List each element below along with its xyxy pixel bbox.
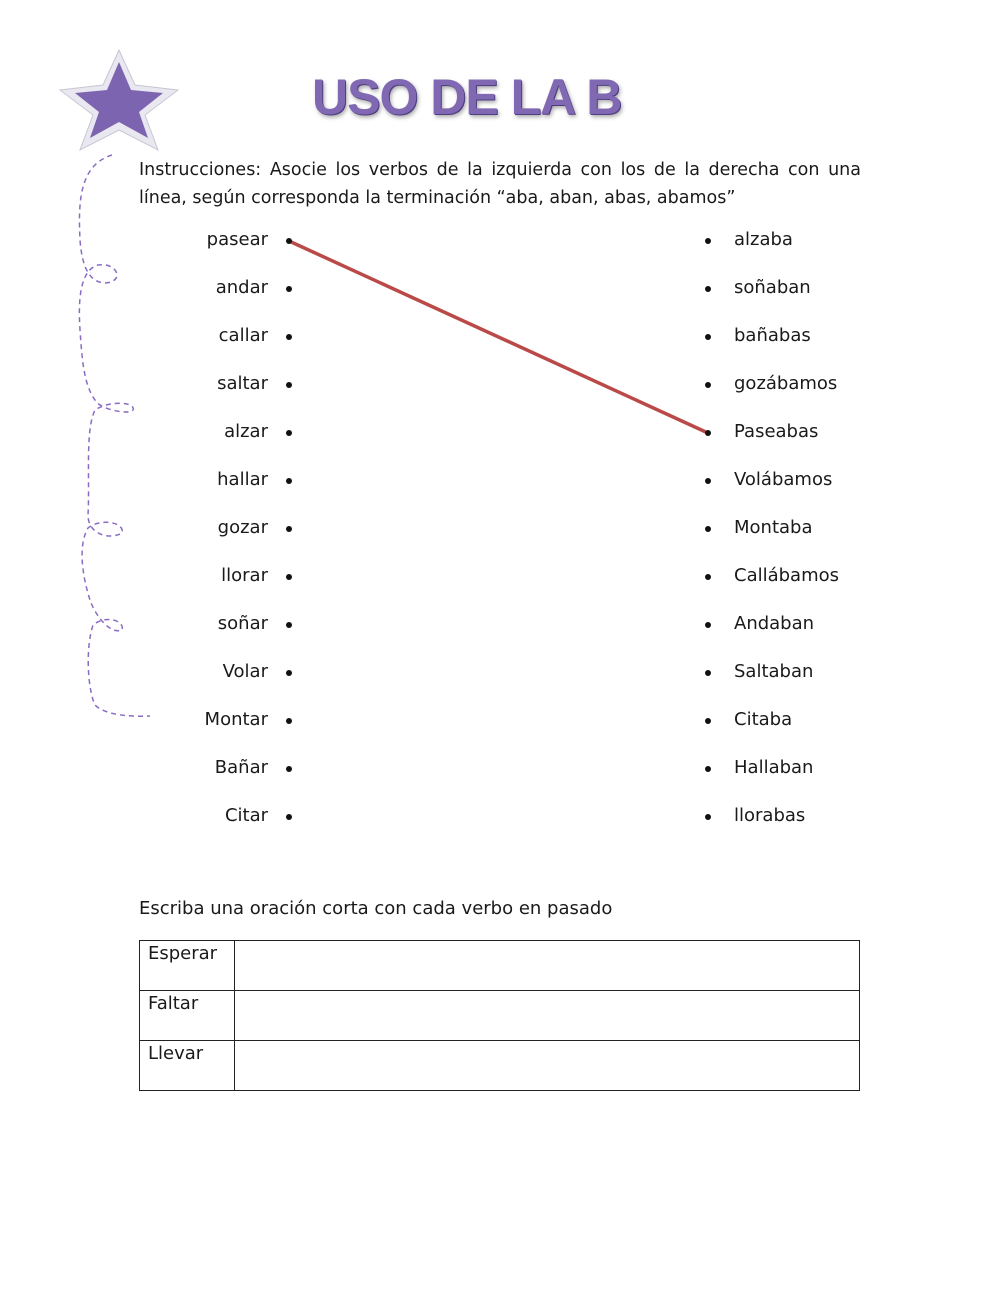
right-verb: Paseabas	[734, 421, 819, 442]
right-verb: Citaba	[734, 709, 793, 730]
right-match-dot[interactable]	[705, 238, 711, 244]
left-verb: callar	[218, 325, 268, 346]
left-match-dot[interactable]	[286, 286, 292, 292]
right-verb: Volábamos	[734, 469, 833, 490]
left-verb: saltar	[217, 373, 268, 394]
left-verb: andar	[215, 277, 268, 298]
left-verb: hallar	[217, 469, 268, 490]
left-match-dot[interactable]	[286, 478, 292, 484]
verb-label: Faltar	[140, 991, 235, 1041]
connector-lines	[289, 241, 708, 433]
right-match-dot[interactable]	[705, 766, 711, 772]
right-match-dot[interactable]	[705, 718, 711, 724]
left-verb: llorar	[221, 565, 268, 586]
left-match-dot[interactable]	[286, 670, 292, 676]
left-match-dot[interactable]	[286, 766, 292, 772]
sentence-table	[139, 940, 860, 1091]
right-match-dot[interactable]	[705, 334, 711, 340]
right-match-dot[interactable]	[705, 622, 711, 628]
left-verb: soñar	[217, 613, 268, 634]
left-match-dot[interactable]	[286, 382, 292, 388]
left-match-dot[interactable]	[286, 238, 292, 244]
sentence-answer-cell[interactable]	[235, 941, 860, 991]
left-match-dot[interactable]	[286, 622, 292, 628]
right-match-dot[interactable]	[705, 478, 711, 484]
right-match-dot[interactable]	[705, 430, 711, 436]
right-match-dot[interactable]	[705, 382, 711, 388]
left-match-dot[interactable]	[286, 814, 292, 820]
right-verb: soñaban	[734, 277, 811, 298]
left-verb: Citar	[224, 805, 268, 826]
sentence-answer-cell[interactable]	[235, 991, 860, 1041]
right-match-dot[interactable]	[705, 670, 711, 676]
left-verb: pasear	[206, 229, 268, 250]
right-verb: Hallaban	[734, 757, 814, 778]
right-match-dot[interactable]	[705, 526, 711, 532]
instructions-text: Instrucciones: Asocie los verbos de la izquierda con los de la derecha con una línea, según corresponda la terminación “aba, aban, abas, abamos”	[139, 160, 861, 208]
left-verb: alzar	[224, 421, 268, 442]
right-verb: Montaba	[734, 517, 813, 538]
left-verb: Volar	[222, 661, 268, 682]
right-match-dot[interactable]	[705, 286, 711, 292]
right-verb: Callábamos	[734, 565, 840, 586]
verb-label: Esperar	[140, 941, 235, 991]
sentence-row	[140, 991, 860, 1041]
connector-line[interactable]	[289, 241, 708, 433]
sentence-instructions: Escriba una oración corta con cada verbo en pasado	[139, 898, 613, 919]
sentence-row	[140, 941, 860, 991]
page-title: USO DE LA B	[312, 69, 622, 125]
right-verb: alzaba	[734, 229, 793, 250]
sentence-answer-cell[interactable]	[235, 1041, 860, 1091]
dashed-loop-decoration	[79, 155, 150, 716]
left-match-dot[interactable]	[286, 430, 292, 436]
left-match-dot[interactable]	[286, 334, 292, 340]
right-verb: Saltaban	[734, 661, 814, 682]
right-verb: bañabas	[734, 325, 811, 346]
right-match-dot[interactable]	[705, 814, 711, 820]
right-verb: llorabas	[734, 805, 806, 826]
left-match-dot[interactable]	[286, 574, 292, 580]
sentence-row	[140, 1041, 860, 1091]
left-match-dot[interactable]	[286, 718, 292, 724]
verb-label: Llevar	[140, 1041, 235, 1091]
left-match-dot[interactable]	[286, 526, 292, 532]
left-verb: Montar	[204, 709, 268, 730]
right-verb: Andaban	[734, 613, 815, 634]
star-icon	[60, 50, 178, 150]
left-verb: Bañar	[214, 757, 268, 778]
right-verb: gozábamos	[734, 373, 838, 394]
right-match-dot[interactable]	[705, 574, 711, 580]
left-verb: gozar	[217, 517, 268, 538]
